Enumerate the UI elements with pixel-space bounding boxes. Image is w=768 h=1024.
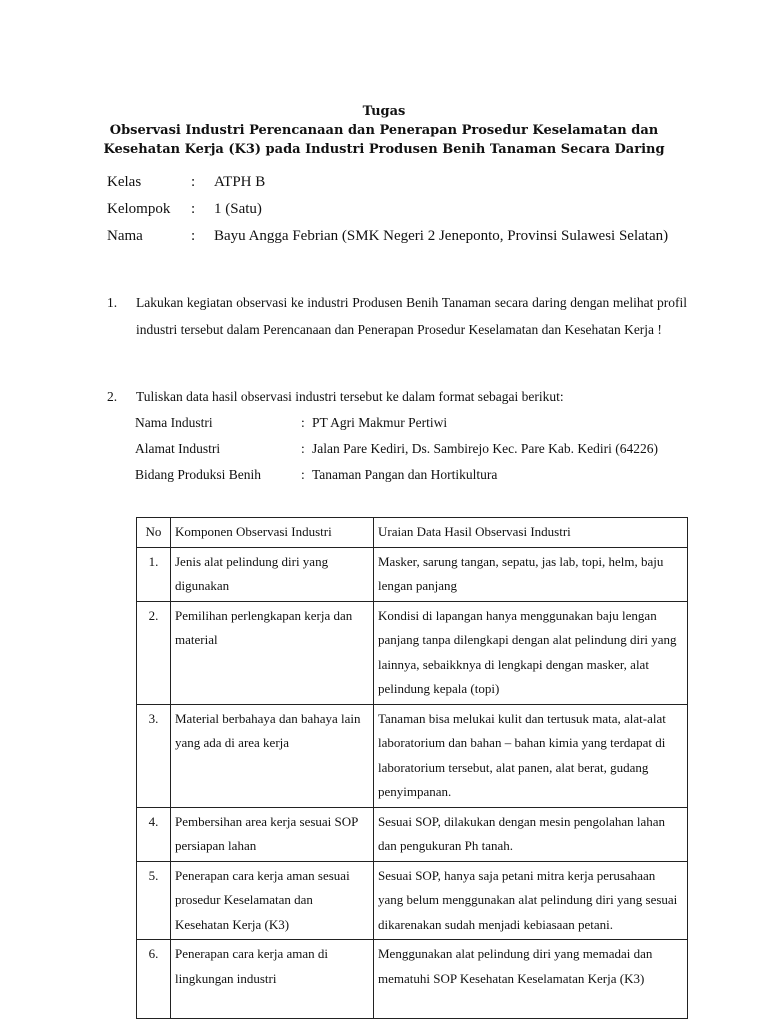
header-subtitle-line-2: Kesehatan Kerja (K3) pada Industri Produsen Benih Tanaman Secara Daring bbox=[103, 142, 665, 157]
row-number: 6. bbox=[137, 940, 171, 1019]
row-number: 1. bbox=[137, 547, 171, 601]
row-komponen: Jenis alat pelindung diri yang digunakan bbox=[171, 547, 374, 601]
row-number: 4. bbox=[137, 807, 171, 861]
question-number: 1. bbox=[107, 295, 118, 310]
row-number: 5. bbox=[137, 861, 171, 940]
question-text: Lakukan kegiatan observasi ke industri Produsen Benih Tanaman secara daring dengan melihat profil industri tersebut dalam Perencanaan dan Penerapan Prosedur Keselamatan dan Kesehatan Kerja ! bbox=[136, 295, 687, 337]
row-komponen: Penerapan cara kerja aman di lingkungan industri bbox=[171, 940, 374, 1019]
header-komponen: Komponen Observasi Industri bbox=[171, 518, 374, 548]
kelas-label: Kelas bbox=[107, 174, 142, 190]
row-uraian: Tanaman bisa melukai kulit dan tertusuk mata, alat-alat laboratorium dan bahan – bahan kimia yang terdapat di laboratorium tersebut, alat panen, alat berat, gudang penyimpanan. bbox=[374, 704, 688, 807]
row-uraian: Sesuai SOP, dilakukan dengan mesin pengolahan lahan dan pengukuran Ph tanah. bbox=[374, 807, 688, 861]
industry-field-value: Tanaman Pangan dan Hortikultura bbox=[312, 467, 498, 482]
row-uraian: Kondisi di lapangan hanya menggunakan baju lengan panjang tanpa dilengkapi dengan alat pelindung diri yang lainnya, sebaikknya di lengkapi dengan masker, alat pelindung kepala (topi) bbox=[374, 601, 688, 704]
document-header bbox=[0, 102, 768, 159]
row-komponen: Material berbahaya dan bahaya lain yang ada di area kerja bbox=[171, 704, 374, 807]
row-uraian: Sesuai SOP, hanya saja petani mitra kerja perusahaan yang belum menggunakan alat pelindung diri yang sesuai dikarenakan sudah menjadi kebiasaan petani. bbox=[374, 861, 688, 940]
table-row bbox=[137, 940, 688, 1019]
row-number: 3. bbox=[137, 704, 171, 807]
kelas-value: ATPH B bbox=[214, 174, 266, 190]
table-row bbox=[137, 547, 688, 601]
kelas-colon: : bbox=[191, 174, 196, 190]
kelompok-value: 1 (Satu) bbox=[214, 201, 262, 217]
industry-name-label: Nama Industri bbox=[135, 415, 213, 430]
row-komponen: Pembersihan area kerja sesuai SOP persiapan lahan bbox=[171, 807, 374, 861]
industry-address-colon: : bbox=[301, 441, 305, 456]
row-uraian: Masker, sarung tangan, sepatu, jas lab, topi, helm, baju lengan panjang bbox=[374, 547, 688, 601]
nama-label: Nama bbox=[107, 228, 143, 244]
nama-value: Bayu Angga Febrian (SMK Negeri 2 Jeneponto, Provinsi Sulawesi Selatan) bbox=[214, 228, 669, 244]
industry-field-label: Bidang Produksi Benih bbox=[135, 467, 262, 482]
industry-address-label: Alamat Industri bbox=[135, 441, 221, 456]
header-subtitle-line-1: Observasi Industri Perencanaan dan Penerapan Prosedur Keselamatan dan bbox=[109, 123, 659, 138]
table-row bbox=[137, 861, 688, 940]
table-row bbox=[137, 704, 688, 807]
table-row bbox=[137, 807, 688, 861]
industry-field-colon: : bbox=[301, 467, 305, 482]
header-uraian: Uraian Data Hasil Observasi Industri bbox=[374, 518, 688, 548]
observation-table bbox=[136, 517, 688, 1019]
row-komponen: Pemilihan perlengkapan kerja dan material bbox=[171, 601, 374, 704]
table-header-row bbox=[137, 518, 688, 548]
header-title: Tugas bbox=[362, 104, 406, 119]
question-number: 2. bbox=[107, 389, 118, 404]
kelompok-colon: : bbox=[191, 201, 196, 217]
table-row bbox=[137, 601, 688, 704]
header-no: No bbox=[137, 518, 171, 548]
row-number: 2. bbox=[137, 601, 171, 704]
row-komponen: Penerapan cara kerja aman sesuai prosedur Keselamatan dan Kesehatan Kerja (K3) bbox=[171, 861, 374, 940]
nama-colon: : bbox=[191, 228, 196, 244]
question-text: Tuliskan data hasil observasi industri tersebut ke dalam format sebagai berikut: bbox=[136, 389, 564, 404]
industry-name-value: PT Agri Makmur Pertiwi bbox=[312, 415, 448, 430]
industry-address-value: Jalan Pare Kediri, Ds. Sambirejo Kec. Pare Kab. Kediri (64226) bbox=[312, 441, 659, 456]
industry-name-colon: : bbox=[301, 415, 305, 430]
row-uraian: Menggunakan alat pelindung diri yang memadai dan mematuhi SOP Kesehatan Keselamatan Kerja (K3) bbox=[374, 940, 688, 1019]
kelompok-label: Kelompok bbox=[107, 201, 171, 217]
